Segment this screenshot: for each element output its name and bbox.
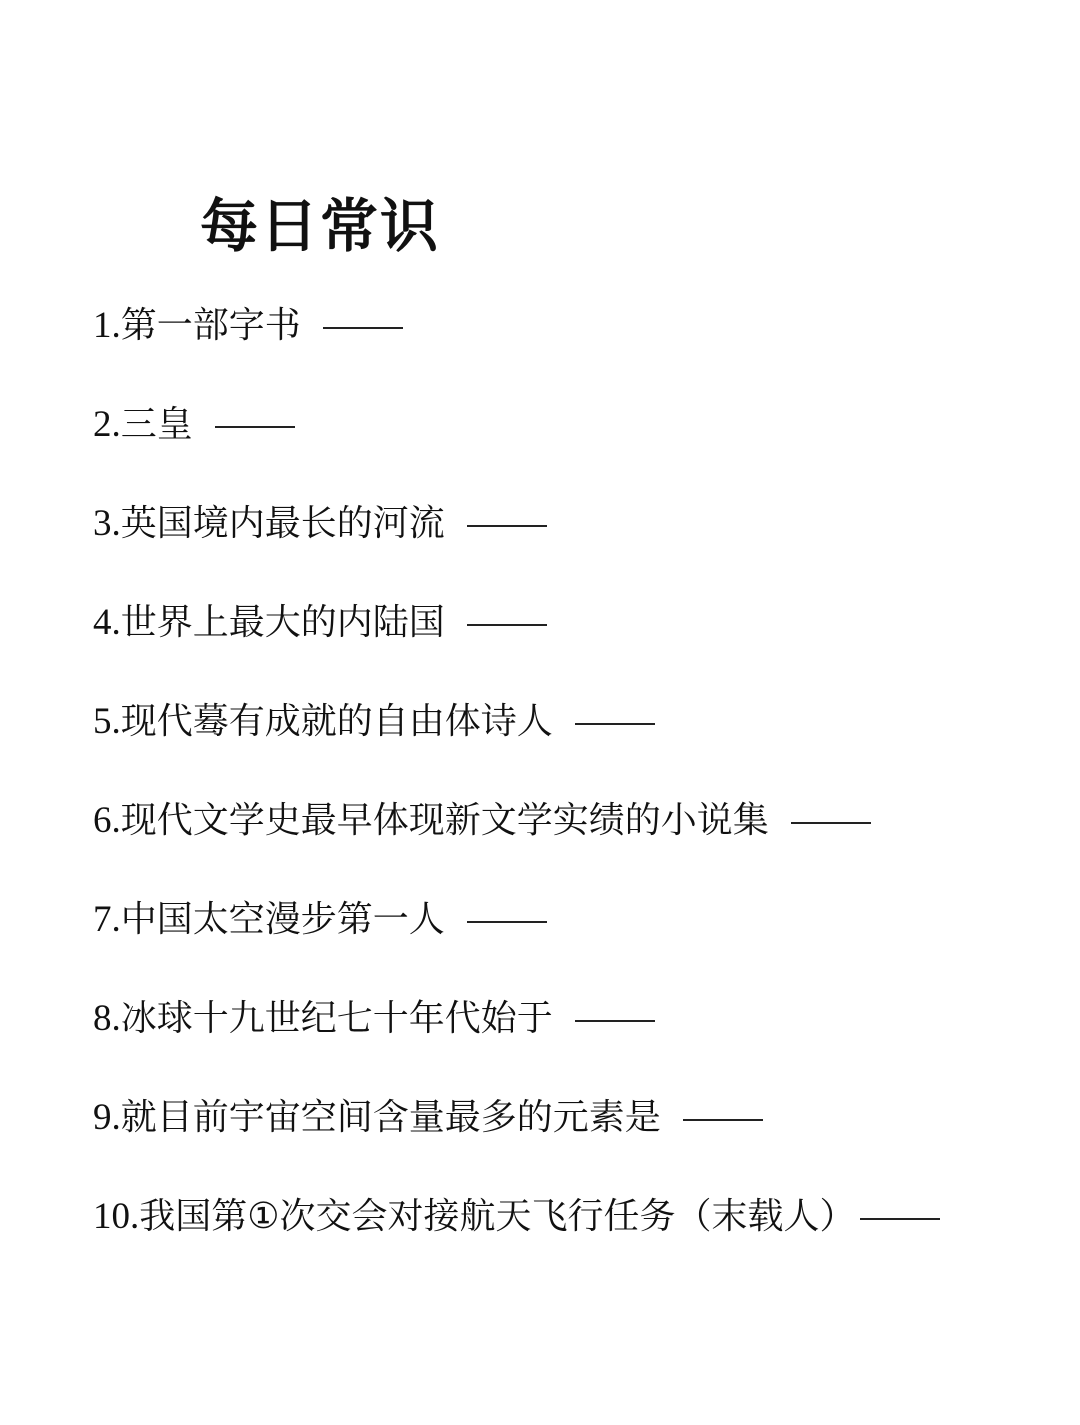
question-text: 第一部字书 (120, 305, 301, 346)
answer-blank-line (575, 723, 655, 725)
question-number: 3. (93, 503, 121, 544)
question-item (93, 395, 940, 494)
page-title: 每日常识 (200, 192, 441, 260)
question-text: 英国境内最长的河流 (120, 503, 445, 544)
question-number: 2. (93, 404, 121, 445)
question-number: 4. (93, 602, 121, 643)
question-text: 世界上最大的内陆国 (120, 602, 445, 643)
question-item (93, 692, 940, 791)
answer-blank-line (860, 1218, 940, 1220)
answer-blank-line (215, 426, 295, 428)
question-item (93, 494, 940, 593)
question-text: 中国太空漫步第一人 (120, 899, 445, 940)
question-item (93, 296, 940, 395)
answer-blank-line (323, 327, 403, 329)
question-number: 8. (93, 998, 121, 1039)
answer-blank-line (467, 921, 547, 923)
question-number: 5. (93, 701, 121, 742)
question-text: 我国第①次交会对接航天飞行任务（末载人） (139, 1196, 856, 1237)
question-item (93, 593, 940, 692)
question-item (93, 1088, 940, 1187)
question-item (93, 1187, 940, 1286)
answer-blank-line (467, 525, 547, 527)
question-number: 9. (93, 1097, 121, 1138)
answer-blank-line (683, 1119, 763, 1121)
question-text: 三皇 (120, 404, 193, 445)
question-number: 1. (93, 305, 121, 346)
question-text: 就目前宇宙空间含量最多的元素是 (120, 1097, 661, 1138)
question-text: 现代文学史最早体现新文学实绩的小说集 (120, 800, 769, 841)
question-number: 7. (93, 899, 121, 940)
answer-blank-line (467, 624, 547, 626)
question-text: 冰球十九世纪七十年代始于 (120, 998, 553, 1039)
question-number: 6. (93, 800, 121, 841)
question-number: 10. (93, 1196, 140, 1237)
question-item (93, 890, 940, 989)
question-item (93, 989, 940, 1088)
question-text: 现代蓦有成就的自由体诗人 (120, 701, 553, 742)
answer-blank-line (791, 822, 871, 824)
answer-blank-line (575, 1020, 655, 1022)
question-item (93, 791, 940, 890)
question-list (93, 296, 940, 1286)
